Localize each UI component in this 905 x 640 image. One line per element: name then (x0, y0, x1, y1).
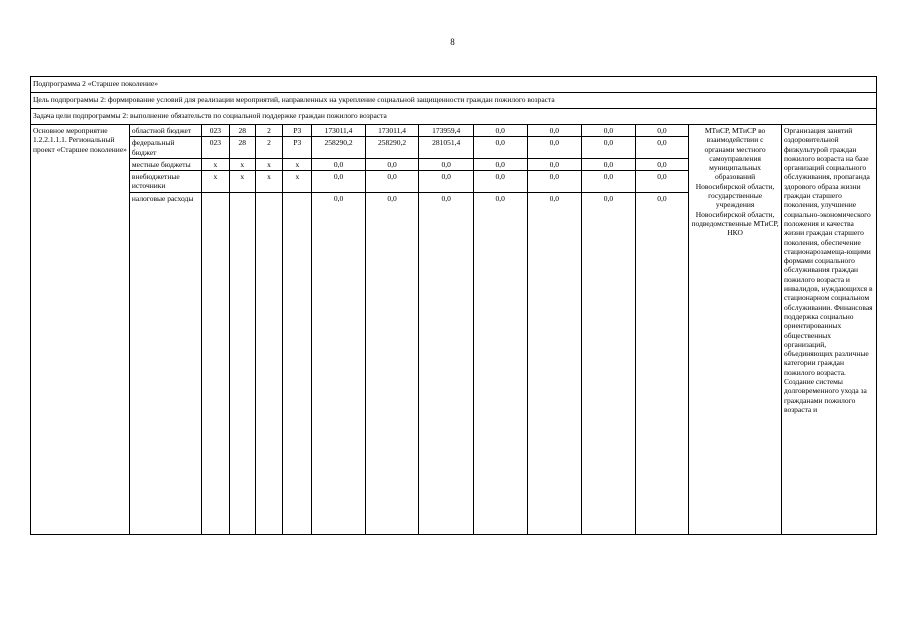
amount-cell: 0,0 (635, 158, 689, 170)
funding-source: внебюджетные источники (129, 171, 201, 193)
code-gp: х (202, 171, 230, 193)
code-gp (229, 192, 255, 534)
event-result: Организация занятий оздоровительной физкультурой граждан пожилого возраста на базе организаций социального обслуживания, пропаганда здорового образа жизни граждан старшего поколения, улучшение социально-экономического положения и качества жизни граждан старшего поколения, обеспечение стационарозамеща-ющими формами социального обслуживания граждан пожилого возраста и инвалидов, нуждающихся в стационарном социальном обслуживании. Финансовая поддержка социально ориентированных общественных организаций, объединяющих различные категории граждан пожилого возраста. Создание системы долговременного ухода за гражданами пожилого возраста и (781, 125, 876, 535)
subprogram-task: Задача цели подпрограммы 2: выполнение обязательств по социальной поддержке граждан пожилого возраста (31, 109, 877, 125)
amount-cell: 0,0 (312, 192, 366, 534)
amount-cell: 0,0 (419, 171, 474, 193)
amount-cell: 0,0 (582, 125, 636, 137)
amount-cell: 0,0 (473, 171, 527, 193)
amount-cell: 258290,2 (312, 137, 366, 159)
code-gp: х (229, 158, 255, 170)
code-pp (255, 192, 283, 534)
amount-cell: 0,0 (635, 171, 689, 193)
program-table (30, 76, 877, 535)
amount-cell: 0,0 (312, 158, 366, 170)
code-gp: 28 (229, 137, 255, 159)
amount-cell: 0,0 (312, 171, 366, 193)
amount-cell: 0,0 (419, 158, 474, 170)
amount-cell: 258290,2 (365, 137, 419, 159)
amount-cell: 281051,4 (419, 137, 474, 159)
code-pp: х (255, 171, 283, 193)
amount-cell: 0,0 (635, 137, 689, 159)
amount-cell: 0,0 (582, 137, 636, 159)
event-name: Основное мероприятие 1.2.2.1.1.1. Региональный проект «Старшее поколение» (31, 125, 130, 535)
funding-source: налоговые расходы (129, 192, 201, 534)
subprogram-row (31, 77, 877, 93)
code-om: х (283, 158, 312, 170)
code-om (283, 192, 312, 534)
code-om: Р3 (283, 125, 312, 137)
amount-cell: 0,0 (365, 192, 419, 534)
amount-cell: 0,0 (473, 192, 527, 534)
code-gp: 023 (202, 125, 230, 137)
goal-row (31, 93, 877, 109)
code-gp: х (202, 158, 230, 170)
code-pp: 2 (255, 137, 283, 159)
amount-cell: 0,0 (582, 171, 636, 193)
amount-cell: 173011,4 (312, 125, 366, 137)
code-om: Р3 (283, 137, 312, 159)
amount-cell: 0,0 (365, 171, 419, 193)
amount-cell: 0,0 (527, 137, 582, 159)
amount-cell: 0,0 (473, 137, 527, 159)
funding-source: местные бюджеты (129, 158, 201, 170)
amount-cell: 173011,4 (365, 125, 419, 137)
code-gp (202, 192, 230, 534)
amount-cell: 0,0 (527, 158, 582, 170)
amount-cell: 0,0 (527, 171, 582, 193)
amount-cell: 0,0 (419, 192, 474, 534)
amount-cell: 0,0 (635, 125, 689, 137)
code-om: х (283, 171, 312, 193)
subprogram-title: Подпрограмма 2 «Старшее поколение» (31, 77, 877, 93)
code-gp: 28 (229, 125, 255, 137)
code-pp: х (255, 158, 283, 170)
amount-cell: 0,0 (582, 158, 636, 170)
amount-cell: 0,0 (527, 192, 582, 534)
amount-cell: 173959,4 (419, 125, 474, 137)
code-gp: 023 (202, 137, 230, 159)
amount-cell: 0,0 (473, 125, 527, 137)
amount-cell: 0,0 (582, 192, 636, 534)
event-executors: МТиСР, МТиСР во взаимодействии с органами местного самоуправления муниципальных образований Новосибирской области, государственные учреждения Новосибирской области, подведомственные МТиСР, НКО (689, 125, 782, 535)
task-row (31, 109, 877, 125)
funding-source: федеральный бюджет (129, 137, 201, 159)
page-number: 8 (450, 37, 455, 47)
code-gp: х (229, 171, 255, 193)
amount-cell: 0,0 (365, 158, 419, 170)
funding-source: областной бюджет (129, 125, 201, 137)
code-pp: 2 (255, 125, 283, 137)
subprogram-goal: Цель подпрограммы 2: формирование условий для реализации мероприятий, направленных на укрепление социальной защищенности граждан пожилого возраста (31, 93, 877, 109)
amount-cell: 0,0 (527, 125, 582, 137)
amount-cell: 0,0 (635, 192, 689, 534)
table-row (31, 125, 877, 137)
amount-cell: 0,0 (473, 158, 527, 170)
